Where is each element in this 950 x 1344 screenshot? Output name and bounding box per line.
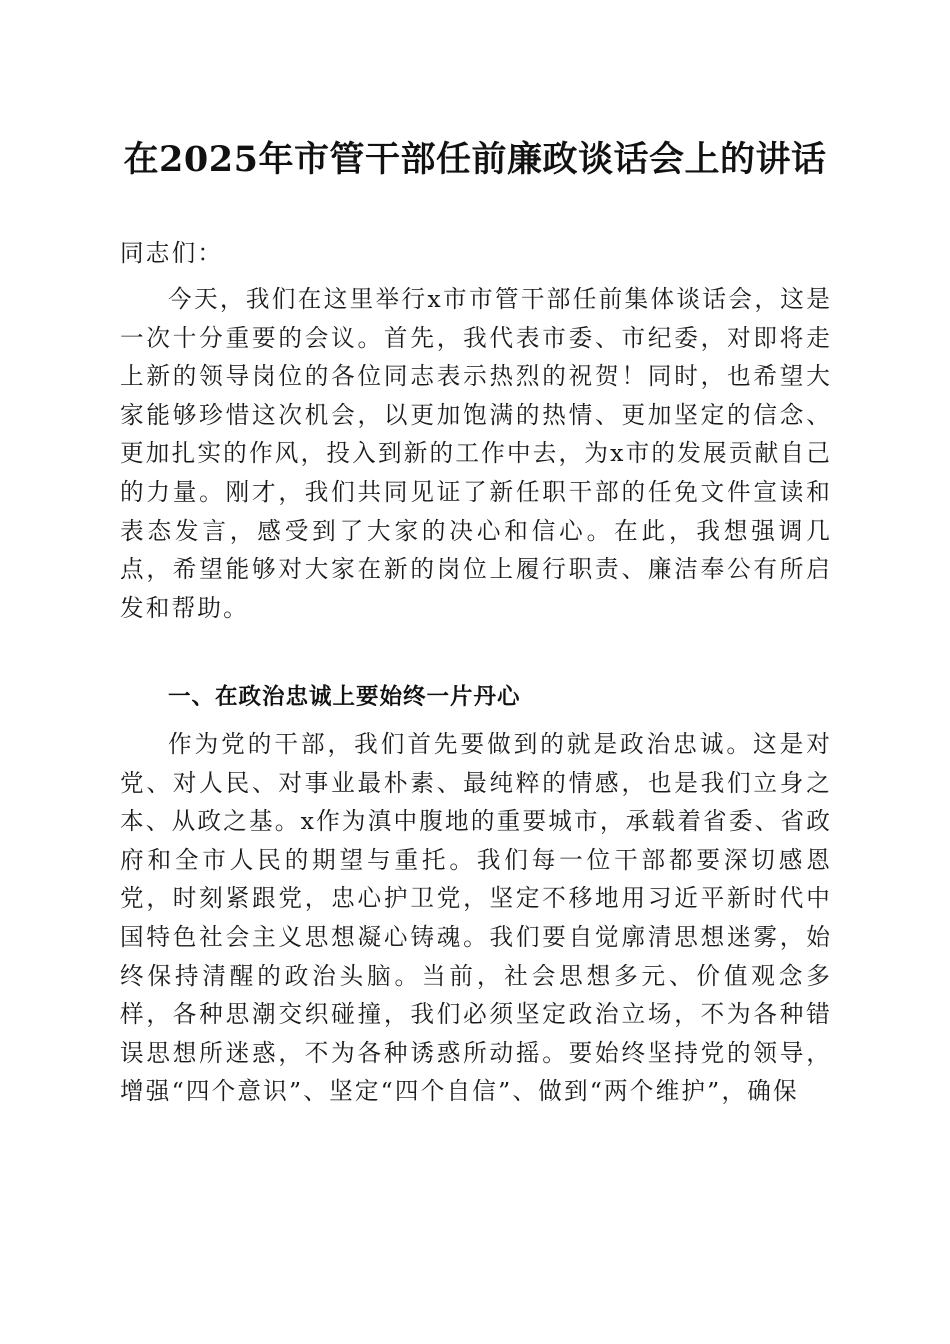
document-title: 在2025年市管干部任前廉政谈话会上的讲话 bbox=[123, 139, 827, 180]
salutation: 同志们： bbox=[120, 239, 224, 267]
paragraph-intro: 今天，我们在这里举行x市市管干部任前集体谈话会，这是一次十分重要的会议。首先，我代表市委、市纪委，对即将走上新的领导岗位的各位同志表示热烈的祝贺！同时，也希望大家能够珍惜这次机会，以更加饱满的热情、更加坚定的信念、更加扎实的作风，投入到新的工作中去，为x市的发展贡献自己的力量。刚才，我们共同见证了新任职干部的任免文件宣读和表态发言，感受到了大家的决心和信心。在此，我想强调几点，希望能够对大家在新的岗位上履行职责、廉洁奉公有所启发和帮助。 bbox=[120, 285, 832, 622]
section-heading-1: 一、在政治忠诚上要始终一片丹心 bbox=[168, 684, 521, 710]
paragraph-political-loyalty: 作为党的干部，我们首先要做到的就是政治忠诚。这是对党、对人民、对事业最朴素、最纯粹的情感，也是我们立身之本、从政之基。x作为滇中腹地的重要城市，承载着省委、省政府和全市人民的期望与重托。我们每一位干部都要深切感恩党，时刻紧跟党，忠心护卫党，坚定不移地用习近平新时代中国特色社会主义思想凝心铸魂。我们要自觉廓清思想迷雾，始终保持清醒的政治头脑。当前，社会思想多元、价值观念多样，各种思潮交织碰撞，我们必须坚定政治立场，不为各种错误思想所迷惑，不为各种诱惑所动摇。要始终坚持党的领导，增强“四个意识”、坚定“四个自信”、做到“两个维护”，确保 bbox=[120, 730, 832, 1106]
